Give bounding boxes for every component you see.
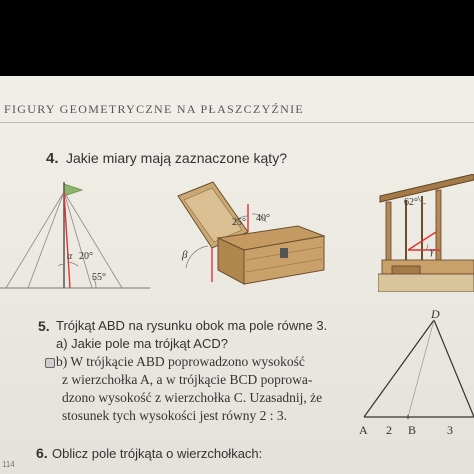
page-number: 114	[2, 460, 15, 469]
q5-part-b-line1: b) W trójkącie ABD poprowadzono wysokość	[56, 354, 305, 369]
vertex-a-label: A	[359, 423, 368, 437]
chest-figure	[168, 176, 328, 288]
heading-rule	[0, 122, 474, 123]
q5-part-b-line3: dzono wysokość z wierzchołka C. Uzasadnij, że	[62, 390, 323, 405]
textbook-page	[0, 76, 474, 474]
q6-number: 6.	[36, 445, 48, 461]
triangle-figure	[350, 316, 474, 422]
angle-20-label: 20°	[79, 251, 93, 262]
q5-part-b-line4: stosunek tych wysokości jest równy 2 : 3.	[62, 408, 287, 423]
segment-ab-length: 2	[386, 423, 392, 437]
q4-number: 4.	[46, 150, 59, 167]
segment-bc-length: 3	[447, 423, 453, 437]
angle-alpha-label: α	[67, 251, 73, 262]
vertex-b-label: B	[408, 423, 417, 437]
angle-55-label: 55°	[92, 272, 106, 283]
q6-text: Oblicz pole trójkąta o wierzchołkach:	[52, 446, 263, 461]
q5-text: Trójkąt ABD na rysunku obok ma pole równe 3.	[56, 318, 328, 333]
flagpole-figure	[0, 172, 150, 292]
difficulty-marker-icon	[45, 358, 55, 368]
angle-25-label: 25°	[232, 217, 246, 228]
q5-number: 5.	[38, 318, 50, 334]
shelter-figure	[378, 174, 474, 292]
angle-gamma-label: γ	[430, 246, 434, 257]
q4-text: Jakie miary mają zaznaczone kąty?	[66, 150, 287, 166]
chapter-heading: FIGURY GEOMETRYCZNE NA PŁASZCZYŹNIE	[4, 102, 305, 116]
angle-62-label: 62°	[404, 197, 418, 208]
angle-beta-label: β	[182, 249, 188, 261]
q5-part-a: a) Jakie pole ma trójkąt ACD?	[56, 336, 228, 351]
angle-40-label: 40°	[256, 213, 270, 224]
q5-part-b-line2: z wierzchołka A, a w trójkącie BCD poprowa-	[62, 372, 313, 387]
vertex-d-label: D	[431, 307, 440, 321]
